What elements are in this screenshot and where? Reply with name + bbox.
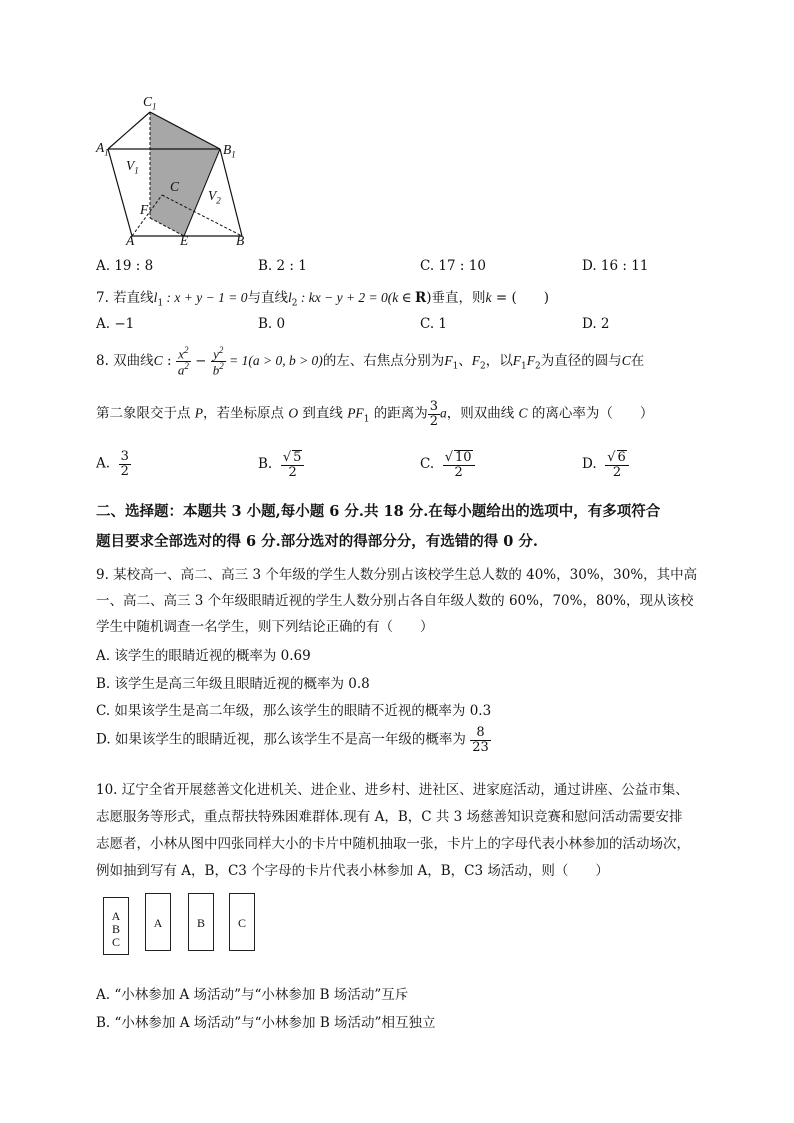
q6-option-b: B. 2 : 1 bbox=[258, 258, 307, 274]
q6-option-c: C. 17 : 10 bbox=[420, 258, 486, 274]
q6-option-d: D. 16 : 11 bbox=[582, 258, 649, 274]
q7-option-c: C. 1 bbox=[420, 316, 448, 332]
label-F: F bbox=[140, 202, 149, 217]
q10-stem-line3: 志愿者，小林从图中四张同样大小的卡片中随机抽取一张，卡片上的字母代表小林参加的活动场次， bbox=[96, 836, 690, 852]
q9-stem-line1: 9. 某校高一、高二、高三 3 个年级的学生人数分别占该校学生总人数的 40%，30%，30%，其中高 bbox=[96, 567, 698, 583]
label-E: E bbox=[180, 233, 189, 248]
q7-option-a: A. −1 bbox=[96, 316, 135, 332]
q9-option-b: B. 该学生是高三年级且眼睛近视的概率为 0.8 bbox=[96, 676, 370, 692]
label-A1: $A_1$ bbox=[96, 140, 109, 158]
card-abc: A B C bbox=[103, 897, 129, 955]
q9-option-d: D. 如果该学生的眼睛近视，那么该学生不是高一年级的概率为 $\frac{8}{23}$ bbox=[96, 725, 489, 755]
label-B: B bbox=[236, 233, 245, 248]
q10-stem-line4: 例如抽到写有 A，B，C3 个字母的卡片代表小林参加 A，B，C3 场活动，则（ ） bbox=[96, 863, 609, 879]
q10-option-b: B. “小林参加 A 场活动”与“小林参加 B 场活动”相互独立 bbox=[96, 1015, 436, 1031]
card-c: C bbox=[229, 893, 255, 951]
q8-stem-line1: 8. 双曲线C : $\frac{x^2}{a^2}$ − $\frac{y^2}{b^2}$ = 1(a > 0, b > 0)的左、右焦点分别为$F_1$、$F_2$，以$F_1F_2$为直径的圆与C在 bbox=[96, 345, 645, 378]
label-C1: $C_1$ bbox=[143, 94, 157, 112]
q9-option-c: C. 如果该学生是高二年级，那么该学生的眼睛不近视的概率为 0.3 bbox=[96, 703, 492, 719]
q8-option-b: B. $\frac{√ 5}{2}$ bbox=[258, 450, 304, 479]
section2-heading-line2: 题目要求全部选对的得 6 分.部分选对的得部分分，有选错的得 0 分. bbox=[96, 533, 538, 550]
prism-figure bbox=[90, 92, 260, 252]
label-C: C bbox=[170, 179, 180, 194]
q10-stem-line1: 10. 辽宁全省开展慈善文化进机关、进企业、进乡村、进社区、进家庭活动，通过讲座、公益市集、 bbox=[96, 782, 689, 798]
q8-option-a: A. $\frac{3}{2}$ bbox=[96, 449, 129, 479]
section2-heading-line1: 二、选择题：本题共 3 小题,每小题 6 分.共 18 分.在每小题给出的选项中，有多项符合 bbox=[96, 503, 661, 520]
q9-stem-line3: 学生中随机调查一名学生，则下列结论正确的有（ ） bbox=[96, 619, 434, 635]
edge-B1-B bbox=[220, 149, 242, 236]
label-V2: $V_2$ bbox=[208, 188, 221, 206]
q9-option-a: A. 该学生的眼睛近视的概率为 0.69 bbox=[96, 648, 311, 664]
q6-option-a: A. 19 : 8 bbox=[96, 258, 154, 274]
label-V1: $V_1$ bbox=[126, 158, 139, 176]
q7-option-d: D. 2 bbox=[582, 316, 610, 332]
label-A: A bbox=[126, 233, 135, 248]
q8-option-d: D. $\frac{√ 6}{2}$ bbox=[582, 450, 629, 479]
q7-option-b: B. 0 bbox=[258, 316, 286, 332]
q8-stem-line2: 第二象限交于点 P，若坐标原点 O 到直线 $PF_1$ 的距离为 $\frac{3}{2}$ a，则双曲线 C 的离心率为（ ） bbox=[96, 399, 654, 429]
card-b: B bbox=[188, 893, 214, 951]
label-B1: $B_1$ bbox=[223, 142, 236, 160]
q10-option-a: A. “小林参加 A 场活动”与“小林参加 B 场活动”互斥 bbox=[96, 987, 409, 1003]
q9-stem-line2: 一、高二、高三 3 个年级眼睛近视的学生人数分别占各自年级人数的 60%，70%，80%，现从该校 bbox=[96, 593, 694, 609]
q7-stem: 7. 若直线$l_1$ : x + y − 1 = 0与直线$l_2$ : kx − y + 2 = 0(k ∈ R)垂直，则k = ( ) bbox=[96, 290, 549, 309]
edge-A1-C1 bbox=[108, 112, 150, 149]
q8-option-c: C. $\frac{√ 10}{2}$ bbox=[420, 450, 475, 479]
card-a: A bbox=[145, 893, 171, 951]
q10-stem-line2: 志愿服务等形式，重点帮扶特殊困难群体.现有 A，B，C 共 3 场慈善知识竞赛和慰问活动需要安排 bbox=[96, 809, 683, 825]
